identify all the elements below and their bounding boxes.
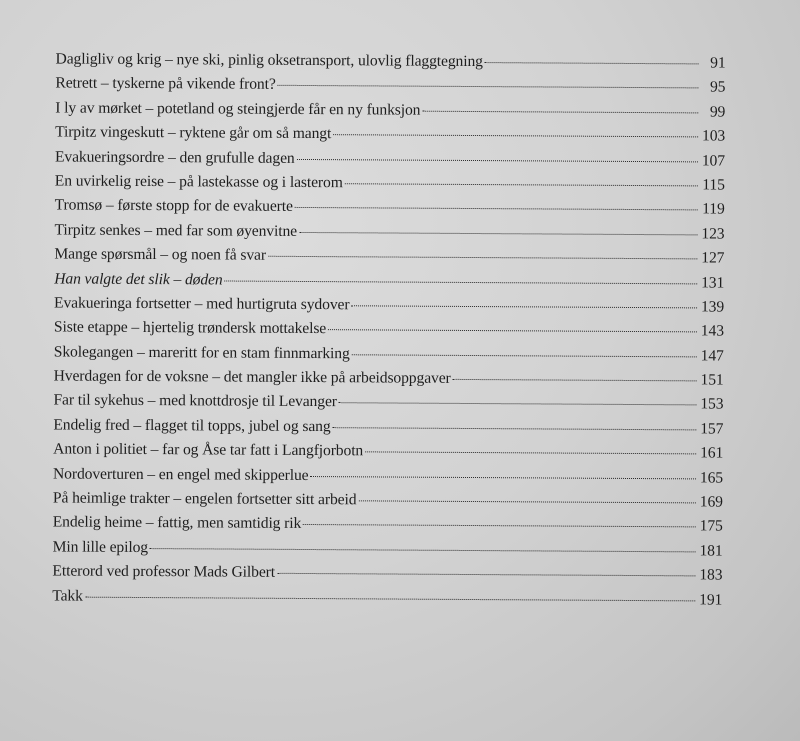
toc-entry-title: Retrett – tyskerne på vikende front?: [55, 74, 276, 94]
toc-entry-title: Nordoverturen – en engel med skipperlue: [52, 465, 309, 484]
dot-leader: [358, 499, 695, 503]
toc-entry-title: Han valgte det slik – døden: [54, 269, 223, 289]
dot-leader: [277, 572, 695, 577]
dot-leader: [345, 182, 698, 186]
toc-entry-title: En uvirkelig reise – på lastekasse og i lasterom: [54, 172, 343, 192]
toc-entry-title: Far til sykehus – med knottdrosje til Levanger: [53, 391, 337, 411]
toc-entry-title: Tromsø – første stopp for de evakuerte: [54, 196, 293, 216]
toc-entry-page-number: 157: [700, 420, 724, 438]
toc-entry-page-number: 161: [700, 444, 724, 462]
toc-entry-title: Etterord ved professor Mads Gilbert: [52, 562, 276, 582]
toc-entry-page-number: 151: [700, 371, 724, 389]
dot-leader: [453, 378, 697, 381]
table-of-contents: [52, 47, 725, 612]
dot-leader: [85, 595, 695, 601]
dot-leader: [278, 84, 699, 89]
toc-entry-page-number: 131: [701, 273, 725, 292]
dot-leader: [333, 426, 697, 430]
toc-entry-title: Skolegangen – mareritt for en stam finnmarking: [53, 343, 350, 362]
toc-entry-page-number: 191: [699, 590, 723, 609]
toc-entry-title: På heimlige trakter – engelen fortsetter sitt arbeid: [52, 489, 357, 509]
toc-entry-title: Takk: [52, 587, 83, 605]
toc-entry-title: Anton i politiet – far og Åse tar fatt i Langfjorbotn: [53, 440, 364, 460]
toc-entry-page-number: 107: [701, 151, 726, 170]
dot-leader: [299, 231, 698, 235]
toc-entry-page-number: 139: [700, 298, 725, 316]
dot-leader: [303, 523, 696, 527]
toc-entry-title: Min lille epilog: [52, 538, 149, 556]
dot-leader: [351, 304, 697, 308]
toc-entry-title: Evakueringa fortsetter – med hurtigruta sydover: [54, 294, 350, 314]
dot-leader: [295, 206, 698, 210]
toc-entry-title: Tirpitz vingeskutt – ryktene går om så mangt: [55, 123, 332, 143]
toc-entry-page-number: 169: [699, 493, 723, 511]
dot-leader: [150, 547, 696, 552]
toc-entry-page-number: 147: [700, 347, 724, 365]
toc-entry-page-number: 165: [699, 469, 724, 487]
dot-leader: [333, 133, 698, 137]
toc-entry-page-number: 181: [699, 542, 723, 560]
toc-entry-title: Hverdagen for de voksne – det mangler ikke på arbeidsoppgaver: [53, 367, 451, 387]
toc-entry-title: Tirpitz senkes – med far som øyenvitne: [54, 221, 298, 240]
toc-entry-title: Mange spørsmål – og noen få svar: [54, 245, 267, 264]
dot-leader: [328, 328, 697, 332]
toc-entry-page-number: 175: [699, 517, 723, 535]
toc-entry-title: Siste etappe – hjertelig trøndersk mottakelse: [53, 318, 327, 338]
toc-entry-title: Endelig fred – flagget til topps, jubel og sang: [53, 416, 331, 436]
toc-entry-page-number: 115: [702, 176, 725, 194]
toc-entry-title: I ly av mørket – potetland og steingjerde får en ny funksjon: [55, 99, 421, 119]
dot-leader: [339, 402, 697, 406]
toc-entry-page-number: 127: [701, 249, 725, 267]
toc-entry: [52, 560, 722, 588]
toc-entry-title: Evakueringsordre – den grufulle dagen: [54, 148, 295, 167]
toc-entry-page-number: 103: [701, 127, 726, 145]
toc-entry-page-number: 95: [709, 78, 726, 96]
toc-entry-page-number: 99: [709, 103, 726, 121]
dot-leader: [485, 61, 699, 64]
dot-leader: [297, 157, 698, 161]
toc-entry-page-number: 91: [710, 54, 726, 72]
toc-entry-page-number: 123: [701, 225, 725, 243]
toc-entry-title: Endelig heime – fattig, men samtidig rik: [52, 513, 302, 533]
toc-entry-page-number: 183: [699, 566, 723, 584]
dot-leader: [225, 279, 698, 284]
toc-entry-page-number: 153: [700, 395, 724, 414]
dot-leader: [352, 353, 697, 357]
toc-entry: [53, 511, 723, 539]
dot-leader: [422, 109, 698, 113]
toc-entry: [52, 584, 722, 612]
dot-leader: [268, 255, 697, 260]
toc-entry-page-number: 119: [702, 200, 725, 218]
dot-leader: [311, 475, 697, 479]
dot-leader: [365, 451, 696, 455]
toc-entry-title: Dagligliv og krig – nye ski, pinlig oksetransport, ulovlig flaggtegning: [55, 50, 483, 71]
toc-entry-page-number: 143: [700, 322, 724, 340]
